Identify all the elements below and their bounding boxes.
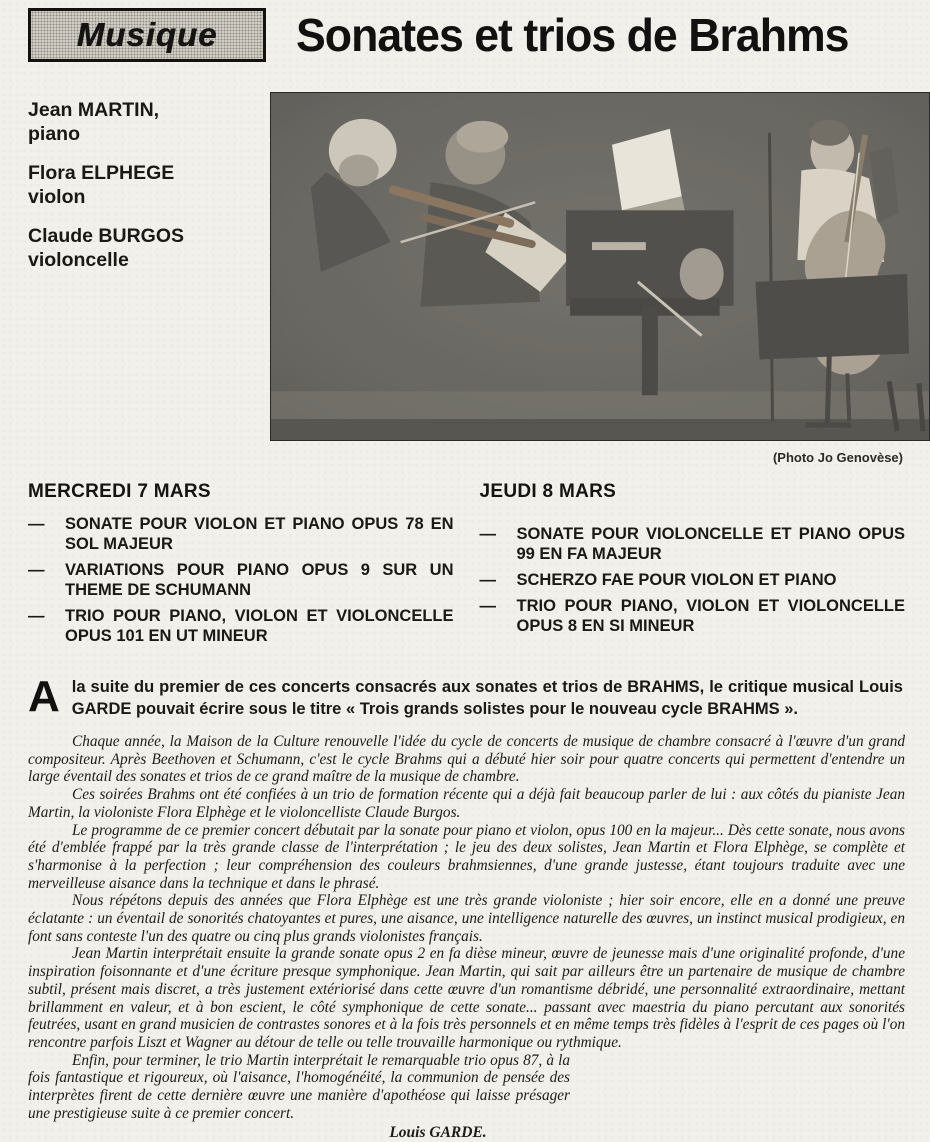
list-dash: —	[479, 571, 496, 589]
article-paragraph: Chaque année, la Maison de la Culture renouvelle l'idée du cycle de concerts de musique de chambre consacré à l'œuvre d'un grand compositeur. Après Beethoven et Schumann, c'est le cycle Brahms qui a débuté hier soir pour quatre concerts qui permettent d'entendre un large éventail des sonates et trios de ce grand maître de la musique de chambre.	[28, 733, 905, 786]
list-dash: —	[28, 515, 45, 533]
article-paragraph: Le programme de ce premier concert débutait par la sonate pour piano et violon, opus 100 en la majeur... Dès cette sonate, nous avons été d'emblée frappé par la très grande classe de l'interprétation ; le jeu des deux solistes, Jean Martin et Flora Elphège, se complète et s'harmonise à la perfection ; leur compréhension des couleurs brahmsiennes, d'une grande justesse, étant toujours traduite avec une merveilleuse aisance dans la technique et dans le phrasé.	[28, 821, 905, 892]
article-paragraph: Jean Martin interprétait ensuite la grande sonate opus 2 en fa dièse mineur, œuvre de jeunesse mais d'une originalité profonde, d'une inspiration foisonnante et d'une écriture presque symphonique. Jean Martin, qui sait par ailleurs être un partenaire de musique de chambre subtil, présent mais discret, a très justement extériorisé dans cette œuvre d'un romantisme débridé, une personnalité extraordinaire, mettant brillamment en valeur, et à bon escient, le côté symphonique de cette sonate... passant avec maestria du piano percutant aux sonorités feutrées, usant en grand musicien de contrastes sonores et à la fois très personnels et en même temps très fidèles à l'esprit de ces pages où l'on rencontre parfois Liszt et Wagner au détour de telle ou telle trouvaille harmonique ou rythmique.	[28, 945, 905, 1051]
trio-photo	[270, 92, 930, 441]
program-day: MERCREDI 7 MARS	[28, 481, 211, 502]
performer-role: piano	[28, 123, 80, 145]
performer	[28, 161, 270, 209]
program-item: — TRIO POUR PIANO, VIOLON ET VIOLONCELLE OPUS 101 EN UT MINEUR	[28, 607, 454, 645]
program-day: JEUDI 8 MARS	[479, 481, 617, 502]
program-col-jeudi	[480, 481, 906, 652]
program-item: — TRIO POUR PIANO, VIOLON ET VIOLONCELLE OPUS 8 EN SI MINEUR	[479, 597, 905, 635]
list-dash: —	[479, 597, 496, 615]
program-item: — SONATE POUR VIOLONCELLE ET PIANO OPUS 99 EN FA MAJEUR	[479, 525, 905, 563]
top-row	[28, 92, 905, 441]
performer-name: Claude BURGOS	[28, 225, 185, 247]
performer-role: violoncelle	[28, 249, 129, 271]
program-section	[28, 481, 905, 652]
lead-text: la suite du premier de ces concerts consacrés aux sonates et trios de BRAHMS, le critique musical Louis GARDE pouvait écrire sous le titre « Trois grands solistes pour le nouveau cycle BRAHMS ».	[71, 678, 903, 718]
performer-name: Jean MARTIN,	[28, 99, 160, 121]
page-title: Sonates et trios de Brahms	[296, 9, 849, 61]
article-paragraph: Nous répétons depuis des années que Flora Elphège est une très grande violoniste ; hier soir encore, elle en a donné une preuve éclatante : un éventail de sonorités chatoyantes et pures, une aisance, une intelligence naturelle des œuvres, un instinct musical prodigieux, en font sans conteste l'un des quatre ou cinq plus grands violonistes français.	[28, 892, 905, 945]
performers-list	[28, 92, 270, 441]
program-col-mercredi	[28, 481, 454, 652]
kicker-label: Musique	[76, 16, 218, 53]
closing-paragraph: Enfin, pour terminer, le trio Martin interprétait le remarquable trio opus 87, à la fois fantastique et rigoureux, où l'aisance, l'homogénéité, la communion de pensée des interprètes firent de cette dernière œuvre une manière d'apothéose qui laisse présager une prestigieuse suite à ce premier concert.	[28, 1051, 570, 1122]
list-dash: —	[28, 607, 45, 625]
article-body	[28, 733, 905, 1142]
list-dash: —	[479, 525, 496, 543]
program-item: — SCHERZO FAE POUR VIOLON ET PIANO	[479, 571, 837, 589]
performer	[28, 224, 270, 272]
program-item: — SONATE POUR VIOLON ET PIANO OPUS 78 EN SOL MAJEUR	[28, 515, 454, 553]
list-dash: —	[28, 561, 45, 579]
signature: Louis GARDE.	[389, 1124, 487, 1142]
article-header	[28, 6, 905, 68]
kicker-box	[28, 8, 266, 62]
performer	[28, 98, 270, 146]
lead-paragraph	[28, 672, 905, 721]
photo-credit: (Photo Jo Genovèse)	[772, 450, 903, 465]
program-item: — VARIATIONS POUR PIANO OPUS 9 SUR UN THEME DE SCHUMANN	[28, 561, 454, 599]
performer-name: Flora ELPHEGE	[28, 162, 175, 184]
article-paragraph: Ces soirées Brahms ont été confiées à un trio de formation récente qui a déjà fait beaucoup parler de lui : aux côtés du pianiste Jean Martin, la violoniste Flora Elphège et le violoncelliste Claude Burgos.	[28, 786, 905, 821]
performer-role: violon	[28, 186, 86, 208]
lead-dropcap: A	[28, 672, 60, 721]
